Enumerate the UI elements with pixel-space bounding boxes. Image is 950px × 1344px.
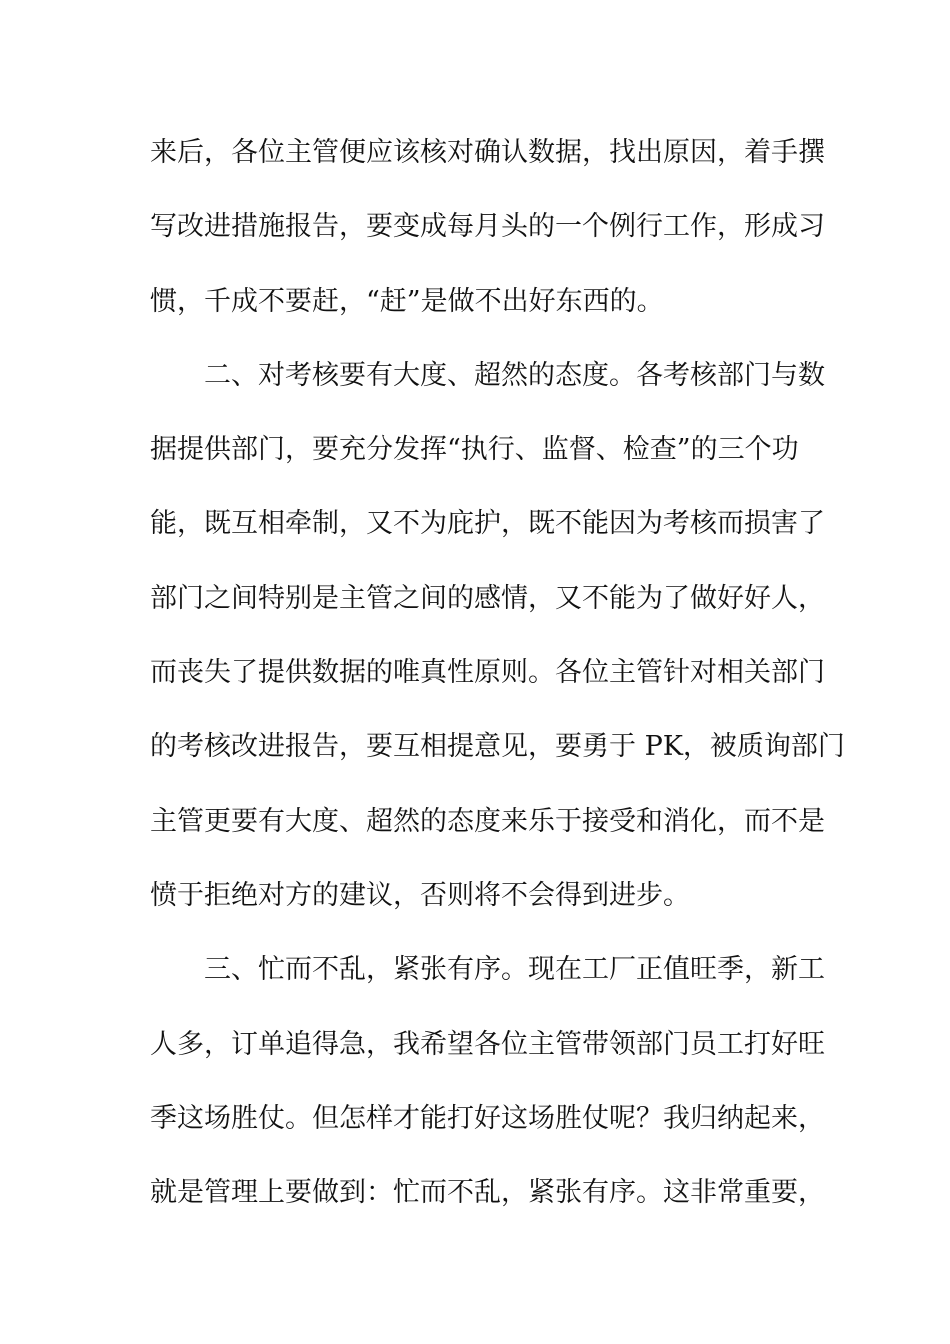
text-line: 据提供部门，要充分发挥“执行、监督、检查”的三个功 <box>150 434 799 466</box>
text-line: 人多，订单追得急，我希望各位主管带领部门员工打好旺 <box>150 1028 825 1060</box>
text-line: 来后，各位主管便应该核对确认数据，找出原因，着手撰 <box>150 137 825 168</box>
text-line: 的考核改进报告，要互相提意见，要勇于 PK，被质询部门 <box>150 731 845 763</box>
text-line: 愤于拒绝对方的建议，否则将不会得到进步。 <box>150 879 690 911</box>
text-line: 季这场胜仗。但怎样才能打好这场胜仗呢？我归纳起来， <box>150 1102 825 1134</box>
text-line: 惯，千成不要赶，“赶”是做不出好东西的。 <box>150 285 664 317</box>
text-line: 写改进措施报告，要变成每月头的一个例行工作，形成习 <box>150 211 825 243</box>
text-line: 就是管理上要做到：忙而不乱，紧张有序。这非常重要， <box>150 1177 825 1209</box>
paragraph-start-line: 三、忙而不乱，紧张有序。现在工厂正值旺季，新工 <box>204 954 825 986</box>
text-line: 部门之间特别是主管之间的感情，又不能为了做好好人， <box>150 582 825 614</box>
text-line: 主管更要有大度、超然的态度来乐于接受和消化，而不是 <box>150 805 825 837</box>
body-text <box>150 129 845 1243</box>
text-line: 能，既互相牵制，又不为庇护，既不能因为考核而损害了 <box>150 508 825 540</box>
paragraph-start-line: 二、对考核要有大度、超然的态度。各考核部门与数 <box>204 359 825 391</box>
text-line: 而丧失了提供数据的唯真性原则。各位主管针对相关部门 <box>150 657 825 689</box>
